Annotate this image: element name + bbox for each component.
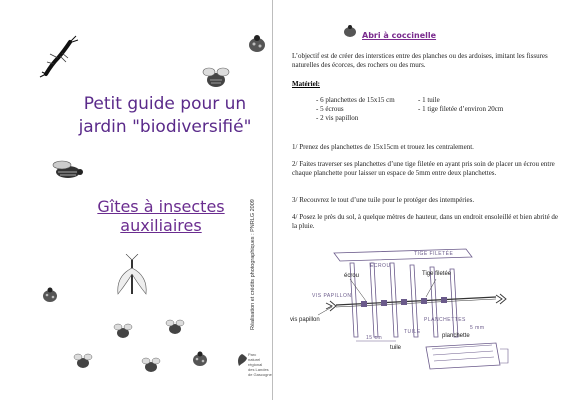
logo-line: de Gascogne [248, 372, 272, 377]
bee-small-icon-3 [72, 352, 94, 370]
section-title: Abri à coccinelle [362, 31, 437, 40]
cover-subtitle: Gîtes à insectes auxiliaires [97, 197, 225, 235]
materiel-item: - 6 planchettes de 15x15 cm [316, 96, 395, 104]
materiel-item: - 1 tuile [418, 96, 440, 104]
intro-paragraph: L’objectif est de créer des interstices entre des planches ou des ardoises, imitant les fissures naturelles des écorces, des rochers ou des murs. [292, 52, 548, 69]
ladybug-small-icon [40, 286, 60, 304]
ladybug-small-icon-2 [190, 350, 210, 368]
hw-label-tige: TIGE FILETÉE [414, 251, 454, 257]
park-logo [236, 345, 272, 395]
materiel-list-right [418, 96, 503, 114]
step-2: 2/ Faites traverser ses planchettes d’une tige filetée en ayant pris soin de placer un écrou entre chaque planchette pour laisser un espace de 5mm entre deux planchettes. [292, 160, 555, 177]
page-divider [272, 0, 273, 400]
hw-label-planchettes: PLANCHETTES [424, 317, 466, 323]
bee-small-icon [112, 322, 134, 340]
ladybug-icon [246, 34, 268, 54]
assembly-diagram [290, 245, 536, 390]
credit-vertical: Réalisation et crédits photographiques : PNRLG 2009 [250, 199, 256, 330]
logo-line: régional [248, 362, 263, 367]
lacewing-icon [110, 254, 154, 302]
cover-panel [0, 0, 270, 400]
bee-icon [200, 65, 232, 91]
park-logo-text [248, 352, 272, 377]
materiel-item: - 5 écrous [316, 105, 344, 113]
park-logo-icon [236, 353, 248, 367]
cover-title [60, 93, 270, 139]
instructions-panel [276, 0, 566, 400]
label-planchette: planchette [442, 333, 470, 339]
fly-icon [48, 158, 88, 184]
label-ecrou: écrou [344, 273, 360, 279]
step-1: 1/ Prenez des planchettes de 15x15cm et trouez les centralement. [292, 143, 474, 151]
step-4: 4/ Posez le près du sol, à quelque mètres de hauteur, dans un endroit ensoleillé et bien abrité de la pluie. [292, 213, 559, 230]
bee-small-icon-4 [140, 356, 162, 374]
earwig-icon [38, 34, 80, 78]
assembly-sketch [296, 245, 536, 390]
step-3: 3/ Recouvrez le tout d’une tuile pour le protéger des intempéries. [292, 196, 475, 204]
materiel-list-left [316, 96, 395, 123]
bee-small-icon-2 [164, 318, 186, 336]
materiel-heading: Matériel: [292, 80, 320, 88]
cover-title-line2: jardin "biodiversifié" [78, 117, 252, 137]
ladybug-header-icon [342, 24, 358, 38]
materiel-item: - 1 tige filetée d’environ 20cm [418, 105, 504, 113]
label-vis-papillon: vis papillon [290, 317, 320, 323]
cover-title-line1: Petit guide pour un [83, 94, 247, 114]
hw-label-tuile: TUILE [404, 329, 421, 335]
hw-label-15cm: 15 cm [366, 335, 383, 341]
label-tuile: tuile [390, 345, 402, 351]
label-tige-filetee: Tige filetée [422, 271, 452, 277]
hw-label-ecrou: ÉCROU [370, 263, 391, 269]
logo-line: des Landes [248, 367, 269, 372]
hw-label-5mm: 5 mm [470, 325, 485, 331]
materiel-item: - 2 vis papillon [316, 114, 359, 122]
logo-line: naturel [248, 357, 261, 362]
logo-line: Parc [248, 352, 257, 357]
hw-label-vis: VIS PAPILLON [312, 293, 352, 299]
